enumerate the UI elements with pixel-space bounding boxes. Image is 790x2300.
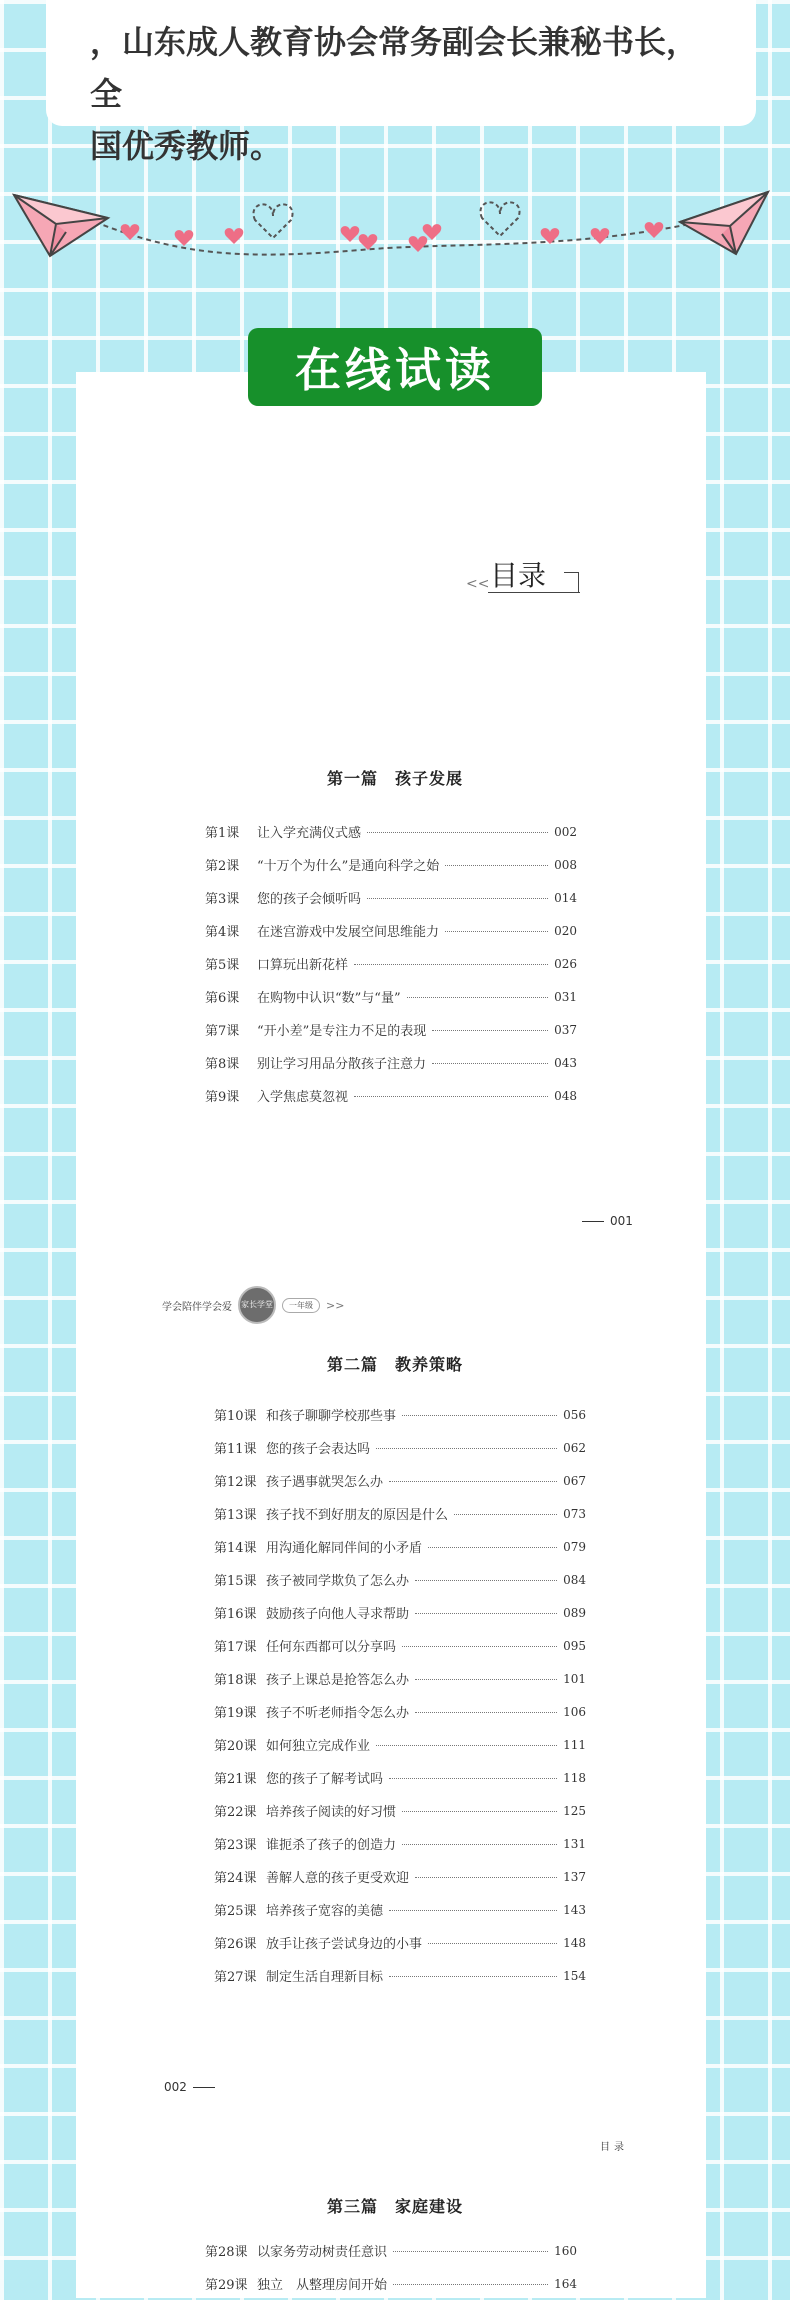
dot-leader	[389, 1481, 557, 1482]
lesson-title: “开小差”是专注力不足的表现	[257, 1024, 427, 1039]
lesson-title: 孩子遇事就哭怎么办	[266, 1475, 384, 1490]
toc-entry	[214, 1860, 586, 1893]
page-number: 125	[563, 1803, 586, 1818]
dot-leader	[393, 2284, 548, 2285]
part-1-title: 第一篇 孩子发展	[326, 769, 463, 788]
lesson-number: 第20课	[214, 1739, 257, 1754]
page-number: 031	[554, 989, 577, 1004]
part-3-lesson-list	[205, 2234, 577, 2300]
lesson-number: 第24课	[214, 1871, 257, 1886]
lesson-title: 和孩子聊聊学校那些事	[266, 1409, 397, 1424]
toc-entry	[214, 1563, 586, 1596]
lesson-title: 如何独立完成作业	[266, 1739, 371, 1754]
lesson-title: 谁扼杀了孩子的创造力	[266, 1838, 397, 1853]
lesson-number: 第1课	[205, 826, 240, 841]
lesson-title: 以家务劳动树责任意识	[257, 2245, 388, 2260]
lesson-title: 善解人意的孩子更受欢迎	[266, 1871, 410, 1886]
page-number: 164	[554, 2276, 577, 2291]
page-number: 160	[554, 2243, 577, 2258]
page-number: 111	[563, 1737, 586, 1752]
right-paper-plane-icon	[680, 192, 768, 254]
contents-heading	[462, 552, 602, 598]
lesson-number: 第2课	[205, 859, 240, 874]
page-number: 154	[563, 1968, 586, 1983]
page-number: 067	[563, 1473, 586, 1488]
toc-entry	[214, 1893, 586, 1926]
lesson-number: 第10课	[214, 1409, 257, 1424]
toc-entry	[205, 1013, 577, 1046]
page-number: 014	[554, 890, 577, 905]
lesson-title: 在迷宫游戏中发展空间思维能力	[257, 925, 440, 940]
lesson-number: 第21课	[214, 1772, 257, 1787]
lesson-number: 第8课	[205, 1057, 240, 1072]
lesson-number: 第6课	[205, 991, 240, 1006]
contents-heading-text: 目录	[490, 559, 547, 592]
toc-entry	[214, 1827, 586, 1860]
lesson-number: 第5课	[205, 958, 240, 973]
lesson-title: 您的孩子会倾听吗	[257, 892, 362, 907]
toc-entry	[214, 1431, 586, 1464]
folio-001	[582, 1214, 633, 1228]
lesson-number: 第25课	[214, 1904, 257, 1919]
dot-leader	[402, 1811, 557, 1812]
toc-entry	[205, 1046, 577, 1079]
toc-entry	[214, 1662, 586, 1695]
lesson-title: 让入学充满仪式感	[257, 826, 362, 841]
author-bio-line-2: 国优秀教师。	[90, 127, 283, 165]
toc-entry	[205, 980, 577, 1013]
lesson-title: 孩子上课总是抢答怎么办	[266, 1673, 410, 1688]
lesson-number: 第28课	[205, 2245, 248, 2260]
left-paper-plane-icon	[14, 195, 108, 256]
dot-leader	[407, 997, 549, 998]
lesson-title: 鼓励孩子向他人寻求帮助	[266, 1607, 410, 1622]
page-number: 043	[554, 1055, 577, 1070]
lesson-number: 第23课	[214, 1838, 257, 1853]
lesson-number: 第19课	[214, 1706, 257, 1721]
dot-leader	[376, 1745, 557, 1746]
lesson-title: 放手让孩子尝试身边的小事	[266, 1937, 423, 1952]
toc-entry	[214, 1497, 586, 1530]
lesson-number: 第22课	[214, 1805, 257, 1820]
lesson-number: 第15课	[214, 1574, 257, 1589]
page-number: 101	[563, 1671, 586, 1686]
toc-entry	[214, 1596, 586, 1629]
lesson-number: 第17课	[214, 1640, 257, 1655]
dot-leader	[445, 931, 548, 932]
dot-leader	[402, 1844, 557, 1845]
lesson-number: 第9课	[205, 1090, 240, 1105]
page-number: 001	[610, 1214, 633, 1228]
toc-entry	[214, 1629, 586, 1662]
folio-002	[164, 2080, 215, 2094]
running-header-title: 学会陪伴学会爱	[162, 1301, 232, 1313]
double-chevron-right-icon: >>	[326, 1298, 345, 1312]
part-3-title: 第三篇 家庭建设	[326, 2197, 463, 2216]
lesson-title: 用沟通化解同伴间的小矛盾	[266, 1541, 423, 1556]
author-bio-card	[46, 0, 756, 165]
lesson-number: 第29课	[205, 2278, 248, 2293]
page-number: 048	[554, 1088, 577, 1103]
toc-entry	[205, 2267, 577, 2300]
dot-leader	[389, 1778, 557, 1779]
dot-leader	[454, 1514, 557, 1515]
part-2-lesson-list	[214, 1398, 586, 1992]
page-number: 056	[563, 1407, 586, 1422]
lesson-title: 制定生活自理新目标	[266, 1970, 384, 1985]
part-1-lesson-list	[205, 815, 577, 1112]
dot-leader	[415, 1580, 557, 1581]
lesson-number: 第16课	[214, 1607, 257, 1622]
dot-leader	[376, 1448, 557, 1449]
lesson-title: 在购物中认识“数”与“量”	[257, 991, 401, 1006]
lesson-title: 培养孩子阅读的好习惯	[266, 1805, 397, 1820]
page-number: 008	[554, 857, 577, 872]
lesson-title: “十万个为什么”是通向科学之始	[257, 859, 440, 874]
page-number: 143	[563, 1902, 586, 1917]
toc-entry	[205, 914, 577, 947]
online-preview-label: 在线试读	[295, 343, 495, 397]
toc-entry	[205, 848, 577, 881]
lesson-title: 别让学习用品分散孩子注意力	[257, 1057, 427, 1072]
dot-leader	[445, 865, 548, 866]
toc-entry	[214, 1926, 586, 1959]
toc-entry	[214, 1464, 586, 1497]
toc-entry	[214, 1398, 586, 1431]
toc-entry	[205, 947, 577, 980]
dot-leader	[432, 1030, 548, 1031]
book-preview-page	[76, 372, 706, 2298]
page-number: 095	[563, 1638, 586, 1653]
page-number: 026	[554, 956, 577, 971]
toc-entry	[205, 1079, 577, 1112]
dot-leader	[354, 964, 548, 965]
toc-entry	[205, 881, 577, 914]
part-2-title: 第二篇 教养策略	[326, 1355, 463, 1374]
lesson-number: 第7课	[205, 1024, 240, 1039]
dot-leader	[367, 898, 548, 899]
lesson-number: 第27课	[214, 1970, 257, 1985]
toc-entry	[214, 1761, 586, 1794]
lesson-number: 第14课	[214, 1541, 257, 1556]
dot-leader	[389, 1910, 557, 1911]
dot-leader	[402, 1415, 557, 1416]
toc-entry	[205, 2234, 577, 2267]
page-number: 089	[563, 1605, 586, 1620]
parent-school-badge: 家长学堂	[238, 1286, 276, 1324]
dot-leader	[389, 1976, 557, 1977]
dot-leader	[354, 1096, 548, 1097]
lesson-number: 第12课	[214, 1475, 257, 1490]
toc-entry	[214, 1794, 586, 1827]
page-number: 002	[164, 2080, 187, 2094]
toc-entry	[214, 1959, 586, 1992]
lesson-number: 第4课	[205, 925, 240, 940]
lesson-title: 您的孩子会表达吗	[266, 1442, 371, 1457]
author-bio-line-1: ，山东成人教育协会常务副会长兼秘书长，全	[90, 23, 699, 113]
lesson-number: 第11课	[214, 1442, 257, 1457]
dot-leader	[428, 1547, 557, 1548]
chapter-running-tag: 目录	[600, 2142, 628, 2153]
toc-entry	[214, 1728, 586, 1761]
page-number: 118	[563, 1770, 586, 1785]
lesson-number: 第13课	[214, 1508, 257, 1523]
lesson-number: 第3课	[205, 892, 240, 907]
page-number: 079	[563, 1539, 586, 1554]
dot-leader	[393, 2251, 548, 2252]
lesson-title: 任何东西都可以分享吗	[266, 1640, 397, 1655]
toc-entry	[205, 815, 577, 848]
running-header	[162, 1286, 344, 1324]
dot-leader	[415, 1613, 557, 1614]
lesson-number: 第18课	[214, 1673, 257, 1688]
page-number: 073	[563, 1506, 586, 1521]
lesson-title: 您的孩子了解考试吗	[266, 1772, 384, 1787]
online-preview-banner	[248, 328, 542, 406]
grade-tag: 一年级	[282, 1298, 320, 1313]
dot-leader	[428, 1943, 557, 1944]
lesson-title: 入学焦虑莫忽视	[257, 1090, 349, 1105]
page-number: 148	[563, 1935, 586, 1950]
dot-leader	[402, 1646, 557, 1647]
double-chevron-left-icon: <<	[466, 576, 490, 592]
page-number: 020	[554, 923, 577, 938]
author-bio	[46, 0, 756, 172]
dot-leader	[432, 1063, 548, 1064]
dot-leader	[367, 832, 548, 833]
toc-entry	[214, 1530, 586, 1563]
lesson-title: 口算玩出新花样	[257, 958, 349, 973]
page-number: 037	[554, 1022, 577, 1037]
dot-leader	[415, 1679, 557, 1680]
lesson-title: 孩子找不到好朋友的原因是什么	[266, 1508, 449, 1523]
page-number: 084	[563, 1572, 586, 1587]
page-number: 131	[563, 1836, 586, 1851]
page-number: 137	[563, 1869, 586, 1884]
paper-plane-heart-garland	[0, 180, 790, 270]
dot-leader	[415, 1712, 557, 1713]
lesson-title: 孩子被同学欺负了怎么办	[266, 1574, 410, 1589]
toc-entry	[214, 1695, 586, 1728]
dot-leader	[415, 1877, 557, 1878]
page-number: 106	[563, 1704, 586, 1719]
lesson-title: 培养孩子宽容的美德	[266, 1904, 384, 1919]
page-number: 002	[554, 824, 577, 839]
lesson-title: 独立 从整理房间开始	[257, 2278, 388, 2293]
page-number: 062	[563, 1440, 586, 1455]
lesson-title: 孩子不听老师指令怎么办	[266, 1706, 410, 1721]
lesson-number: 第26课	[214, 1937, 257, 1952]
